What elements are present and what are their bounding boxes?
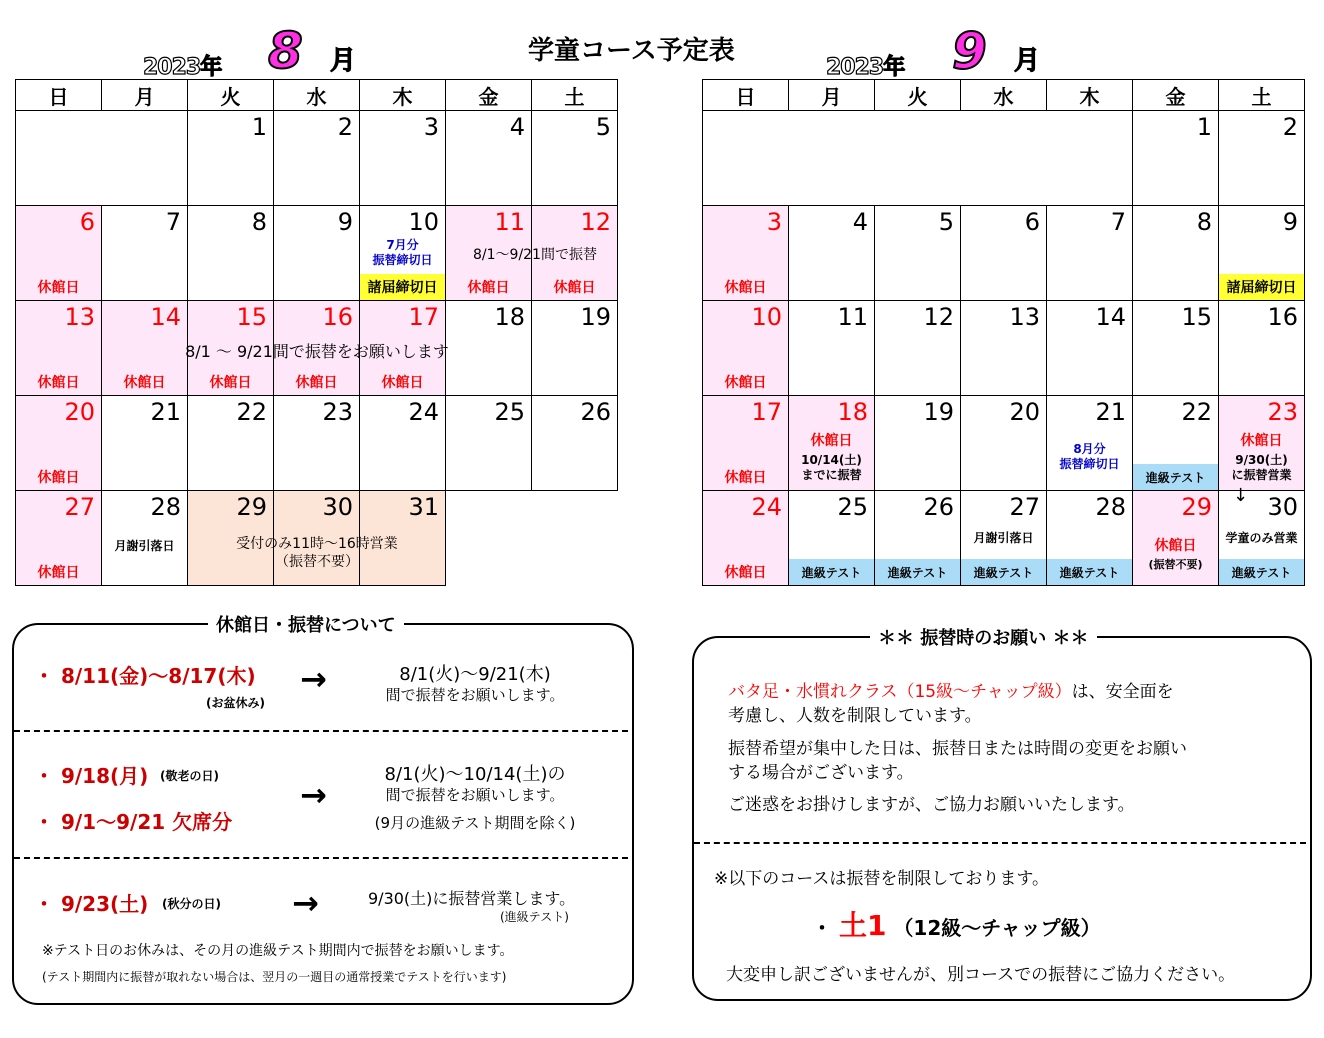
weekday-sat: 土 — [1219, 80, 1305, 111]
day-cell: 10 7月分 振替締切日 諸届締切日 — [360, 206, 446, 301]
day-cell: 13 休館日 — [16, 301, 102, 396]
day-cell: 9 — [274, 206, 360, 301]
day-cell: 16 休館日 — [274, 301, 360, 396]
weekday-sat: 土 — [532, 80, 618, 111]
day-cell: 11 休館日 — [446, 206, 532, 301]
deadline-label: 諸届締切日 — [1219, 274, 1304, 300]
sep-year: 2023年 — [826, 55, 905, 80]
closed-label: 休館日 — [553, 280, 596, 296]
day-cell: 6 休館日 — [16, 206, 102, 301]
empty-cell — [16, 111, 188, 206]
day-cell: 12 休館日 8/1～9/21間で振替 — [532, 206, 618, 301]
day-cell: 24 — [360, 396, 446, 491]
fee-day-note: 月謝引落日 — [114, 539, 175, 553]
day-cell: 3 休館日 — [703, 206, 789, 301]
august-calendar — [15, 79, 618, 586]
row1-period: ・ 8/11(金)～8/17(木) — [34, 664, 256, 688]
empty-cell — [446, 491, 532, 586]
day-cell: 18 — [446, 301, 532, 396]
day-cell: 15 — [1133, 301, 1219, 396]
day-cell: 22 進級テスト — [1133, 396, 1219, 491]
swap-note-banner: 8/1 ～ 9/21間で振替をお願いします — [185, 342, 449, 361]
closed-label: 休館日 — [724, 470, 767, 486]
row2-exclusion: (9月の進級テスト期間を除く) — [374, 814, 576, 832]
day-cell: 20 休館日 — [16, 396, 102, 491]
closed-note: 休館日 — [1154, 538, 1197, 554]
empty-cell — [703, 111, 1133, 206]
closed-label: 休館日 — [295, 375, 338, 391]
closed-label: 休館日 — [123, 375, 166, 391]
day-cell: 30 — [274, 491, 360, 586]
closed-label: 休館日 — [37, 280, 80, 296]
p2-line2: する場合がございます。 — [728, 763, 914, 783]
closed-label: 休館日 — [37, 375, 80, 391]
day-cell: 22 — [188, 396, 274, 491]
row2-range: 8/1(火)～10/14(土)の — [384, 764, 566, 785]
aug-deadline-note: 8月分 振替締切日 — [1059, 442, 1120, 471]
p4: ※以下のコースは振替を制限しております。 — [714, 869, 1050, 889]
day-cell: 19 — [532, 301, 618, 396]
row2-absence: ・ 9/1～9/21 欠席分 — [34, 810, 233, 834]
day-cell: 25 進級テスト — [789, 491, 875, 586]
day-cell: 16 — [1219, 301, 1305, 396]
day-cell: 9 諸届締切日 — [1219, 206, 1305, 301]
row3-note: (秋分の日) — [162, 897, 221, 911]
weekday-mon: 月 — [789, 80, 875, 111]
day-cell: 15 休館日 — [188, 301, 274, 396]
test-label: 進級テスト — [1219, 559, 1304, 585]
day-cell: 19 — [875, 396, 961, 491]
weekday-mon: 月 — [102, 80, 188, 111]
p3: ご迷惑をお掛けしますが、ご協力お願いいたします。 — [728, 795, 1135, 815]
aug-month-suffix: 月 — [330, 46, 357, 76]
day-cell: 24 休館日 — [703, 491, 789, 586]
day-cell: 12 — [875, 301, 961, 396]
day-cell: 29 休館日 (振替不要) — [1133, 491, 1219, 586]
day-cell: 3 — [360, 111, 446, 206]
d23-note: 9/30(土) に振替営業 — [1231, 453, 1292, 482]
day-cell: 5 — [532, 111, 618, 206]
closed-label: 休館日 — [467, 280, 510, 296]
day-cell: 30 ↓ 学童のみ営業 進級テスト — [1219, 491, 1305, 586]
aug-month-number: 8 — [268, 22, 303, 80]
day-cell: 26 進級テスト — [875, 491, 961, 586]
day-cell: 18 休館日 10/14(土) までに振替 — [789, 396, 875, 491]
day-cell: 4 — [789, 206, 875, 301]
day-cell: 14 — [1047, 301, 1133, 396]
divider — [14, 857, 628, 859]
closed-label: 休館日 — [209, 375, 252, 391]
swap-note: 8/1～9/21間で振替 — [473, 247, 597, 263]
closed-note: 休館日 — [810, 433, 853, 449]
test-label: 進級テスト — [789, 559, 874, 585]
closed-label: 休館日 — [381, 375, 424, 391]
p5: 大変申し訳ございませんが、別コースでの振替にご協力ください。 — [726, 965, 1236, 985]
day-cell: 8 — [1133, 206, 1219, 301]
swap-request-title: ＊＊ 振替時のお願い ＊＊ — [870, 624, 1097, 650]
row2-note: (敬老の日) — [160, 769, 219, 783]
arrow-down-icon: ↓ — [1233, 485, 1249, 506]
day-cell: 6 — [961, 206, 1047, 301]
divider — [694, 842, 1306, 844]
day-cell: 8 — [188, 206, 274, 301]
sep-month-number: 9 — [952, 22, 987, 80]
day-cell: 17 休館日 — [360, 301, 446, 396]
arrow-right-icon: → — [292, 884, 319, 922]
d18-note: 10/14(土) までに振替 — [801, 453, 862, 482]
row2-instruction: 間で振替をお願いします。 — [385, 786, 565, 804]
weekday-thu: 木 — [360, 80, 446, 111]
no-swap-note: (振替不要) — [1148, 558, 1203, 571]
deadline-label: 諸届締切日 — [360, 274, 445, 300]
closed-label: 休館日 — [37, 565, 80, 581]
weekday-wed: 水 — [961, 80, 1047, 111]
weekday-sun: 日 — [16, 80, 102, 111]
row1-range: 8/1(火)～9/21(木) — [399, 664, 551, 685]
p1-line2: 考慮し、人数を制限しています。 — [728, 706, 982, 726]
row1-instruction: 間で振替をお願いします。 — [385, 686, 565, 704]
test-label: 進級テスト — [1047, 559, 1132, 585]
day-cell: 29 受付のみ11時～16時営業 （振替不要） — [188, 491, 274, 586]
closed-label: 休館日 — [724, 565, 767, 581]
weekday-fri: 金 — [446, 80, 532, 111]
fee-day-note: 月謝引落日 — [973, 531, 1034, 545]
closed-note: 休館日 — [1240, 433, 1283, 449]
day-cell: 26 — [532, 396, 618, 491]
aug-year: 2023年 — [143, 55, 222, 80]
weekday-tue: 火 — [875, 80, 961, 111]
day-cell: 21 8月分 振替締切日 — [1047, 396, 1133, 491]
day-cell: 23 休館日 9/30(土) に振替営業 — [1219, 396, 1305, 491]
divider — [14, 730, 628, 732]
day-cell: 10 休館日 — [703, 301, 789, 396]
day-cell: 13 — [961, 301, 1047, 396]
day-cell: 4 — [446, 111, 532, 206]
day-cell: 2 — [1219, 111, 1305, 206]
september-calendar — [702, 79, 1305, 586]
p2-line1: 振替希望が集中した日は、振替日または時間の変更をお願い — [728, 739, 1187, 759]
p1: バタ足・水慣れクラス（15級～チャップ級）は、安全面を — [728, 682, 1174, 702]
day-cell: 2 — [274, 111, 360, 206]
weekday-tue: 火 — [188, 80, 274, 111]
closed-label: 休館日 — [724, 375, 767, 391]
reception-note: 受付のみ11時～16時営業 （振替不要） — [236, 536, 398, 570]
day-cell: 1 — [1133, 111, 1219, 206]
closed-label: 休館日 — [724, 280, 767, 296]
day-cell: 7 — [102, 206, 188, 301]
day-cell: 14 休館日 8/1 ～ 9/21間で振替をお願いします — [102, 301, 188, 396]
row3-test-detail: (テスト期間内に振替が取れない場合は、翌月の一週目の通常授業でテストを行います) — [42, 970, 507, 984]
arrow-right-icon: → — [300, 660, 327, 698]
day-cell: 7 — [1047, 206, 1133, 301]
row3-test-note: ※テスト日のお休みは、その月の進級テスト期間内で振替をお願いします。 — [42, 943, 514, 959]
sep-month-suffix: 月 — [1014, 46, 1041, 76]
course-line: ・ 土1 （12級～チャップ級） — [812, 909, 1101, 942]
day-cell: 28 月謝引落日 — [102, 491, 188, 586]
gakudo-only-note: 学童のみ営業 — [1225, 531, 1298, 545]
arrow-right-icon: → — [300, 776, 327, 814]
day-cell: 27 月謝引落日 進級テスト — [961, 491, 1047, 586]
day-cell: 31 — [360, 491, 446, 586]
day-cell: 5 — [875, 206, 961, 301]
row3-date: ・ 9/23(土) — [34, 892, 149, 916]
day-cell: 1 — [188, 111, 274, 206]
row2-date: ・ 9/18(月) — [34, 764, 149, 788]
test-label: 進級テスト — [1133, 464, 1218, 490]
day-cell: 21 — [102, 396, 188, 491]
row3-swap: 9/30(土)に振替営業します。 — [368, 889, 576, 908]
test-label: 進級テスト — [961, 559, 1046, 585]
day-cell: 17 休館日 — [703, 396, 789, 491]
weekday-fri: 金 — [1133, 80, 1219, 111]
page-title: 学童コース予定表 — [528, 36, 735, 66]
day-cell: 27 休館日 — [16, 491, 102, 586]
weekday-wed: 水 — [274, 80, 360, 111]
test-label: 進級テスト — [875, 559, 960, 585]
empty-cell — [532, 491, 618, 586]
holiday-swap-title: 休館日・振替について — [208, 611, 404, 637]
day-cell: 25 — [446, 396, 532, 491]
day-cell: 28 進級テスト — [1047, 491, 1133, 586]
day-cell: 20 — [961, 396, 1047, 491]
day-cell: 11 — [789, 301, 875, 396]
weekday-sun: 日 — [703, 80, 789, 111]
july-deadline-note: 7月分 振替締切日 — [372, 238, 433, 267]
weekday-thu: 木 — [1047, 80, 1133, 111]
day-cell: 23 — [274, 396, 360, 491]
row3-test: (進級テスト) — [500, 910, 569, 924]
row1-note: (お盆休み) — [206, 696, 265, 710]
closed-label: 休館日 — [37, 470, 80, 486]
